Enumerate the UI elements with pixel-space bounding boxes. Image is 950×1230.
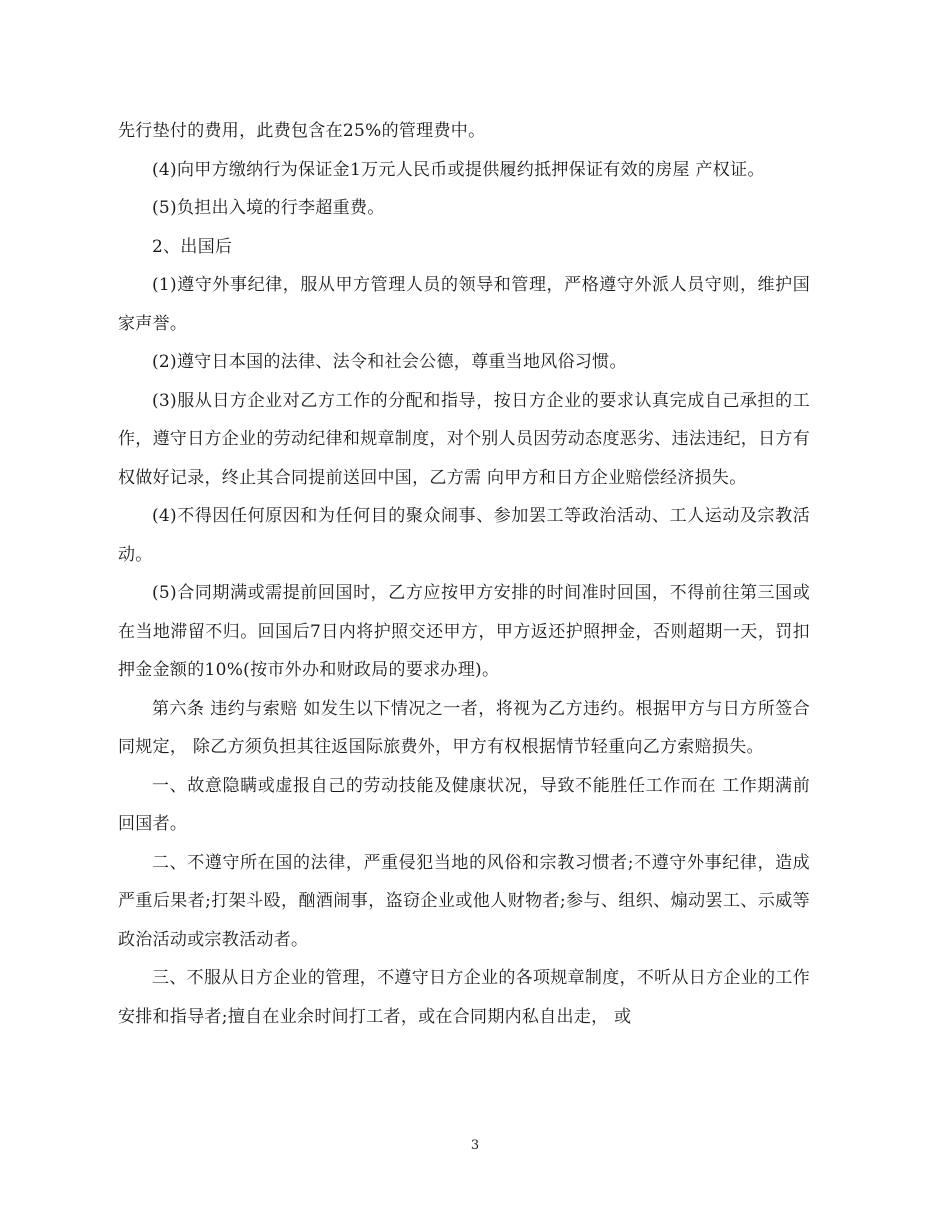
paragraph-1: 先行垫付的费用，此费包含在25%的管理费中。 xyxy=(118,121,486,141)
paragraph-9: (5)合同期满或需提前回国时，乙方应按甲方安排的时间准时回国，不得前往第三国或在当地滞留不归。回国后7日内将护照交还甲方，甲方返还护照押金，否则超期一天，罚扣押金金额的10%(按市外办和财政局的要求办理)。 xyxy=(118,583,810,680)
paragraph-6: (2)遵守日本国的法律、法令和社会公德，尊重当地风俗习惯。 xyxy=(152,352,627,372)
paragraph-8: (4)不得因任何原因和为任何目的聚众闹事、参加罢工等政治活动、工人运动及宗教活动。 xyxy=(118,506,810,565)
paragraph-4: 2、出国后 xyxy=(152,236,233,257)
paragraph-13: 三、不服从日方企业的管理，不遵守日方企业的各项规章制度，不听从日方企业的工作安排和指导者;擅自在业余时间打工者，或在合同期内私自出走， 或 xyxy=(118,968,810,1027)
paragraph-3: (5)负担出入境的行李超重费。 xyxy=(152,198,385,218)
paragraph-11: 一、故意隐瞒或虚报自己的劳动技能及健康状况，导致不能胜任工作而在 工作期满前回国者。 xyxy=(118,775,810,834)
document-body xyxy=(118,112,810,1036)
paragraph-10: 第六条 违约与索赔 如发生以下情况之一者，将视为乙方违约。根据甲方与日方所签合同规定， 除乙方须负担其往返国际旅费外，甲方有权根据情节轻重向乙方索赔损失。 xyxy=(118,698,810,757)
paragraph-5: (1)遵守外事纪律，服从甲方管理人员的领导和管理，严格遵守外派人员守则，维护国家声誉。 xyxy=(118,275,810,334)
paragraph-2: (4)向甲方缴纳行为保证金1万元人民币或提供履约抵押保证有效的房屋 产权证。 xyxy=(152,159,765,180)
page-number: 3 xyxy=(470,1138,480,1153)
paragraph-12: 二、不遵守所在国的法律，严重侵犯当地的风俗和宗教习惯者;不遵守外事纪律，造成严重后果者;打架斗殴，酗酒闹事，盗窃企业或他人财物者;参与、组织、煽动罢工、示威等政治活动或宗教活动者。 xyxy=(118,852,810,950)
paragraph-7: (3)服从日方企业对乙方工作的分配和指导，按日方企业的要求认真完成自己承担的工作，遵守日方企业的劳动纪律和规章制度，对个别人员因劳动态度恶劣、违法违纪，日方有权做好记录，终止其合同提前送回中国，乙方需 向甲方和日方企业赔偿经济损失。 xyxy=(118,390,810,488)
